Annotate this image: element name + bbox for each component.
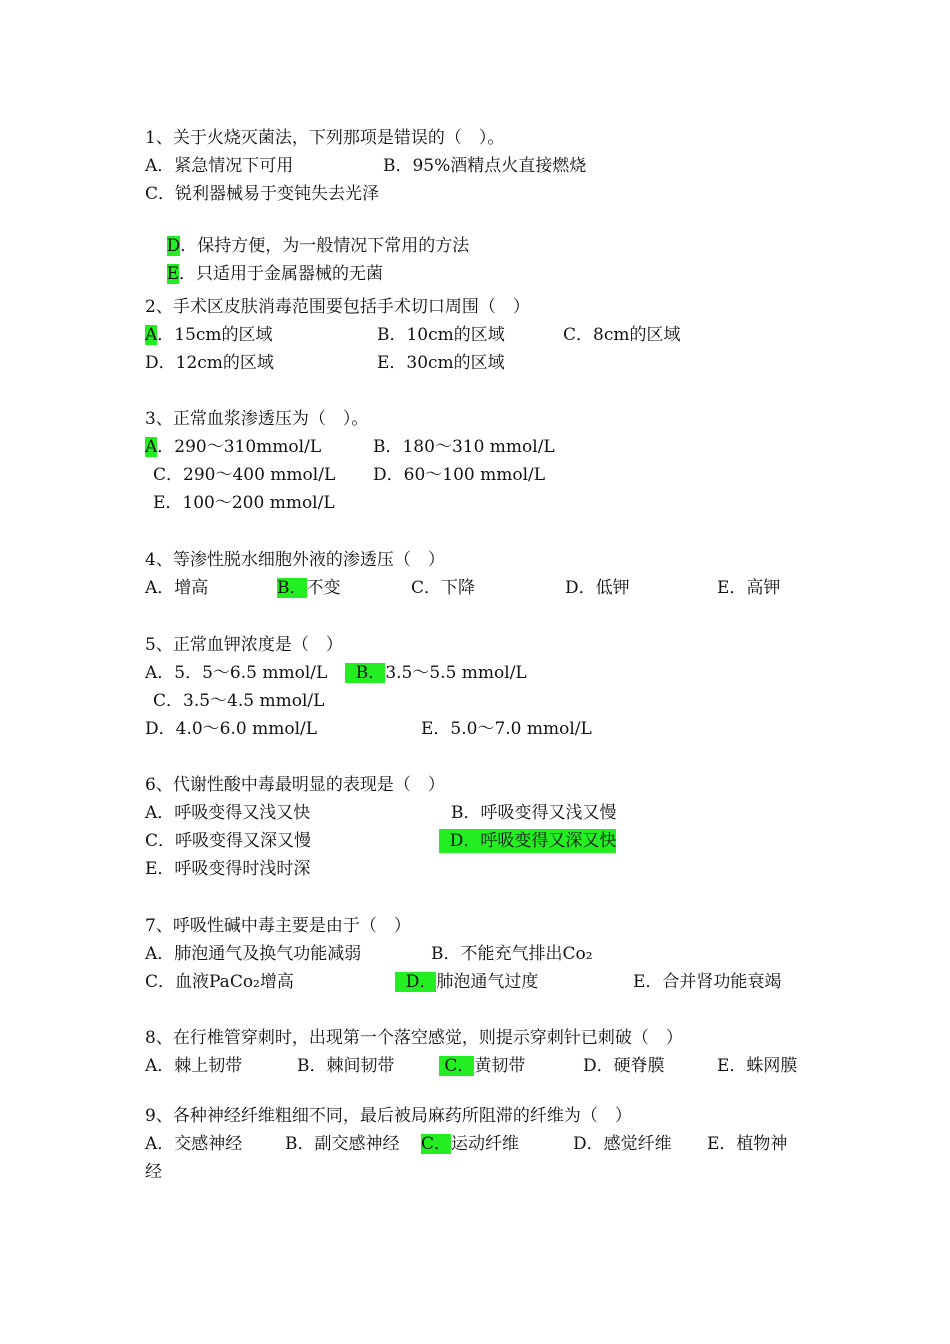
answer-highlight: D． [395,972,437,992]
q5-option-e: E．5.0～7.0 mmol/L [421,719,592,739]
question-3-options-row-1 [145,435,555,459]
q8-option-b: B．棘间韧带 [297,1056,395,1076]
question-9-options-row-1 [145,1132,788,1156]
q3-option-a-text: ．290～310mmol/L [157,437,322,457]
q9-option-b: B．副交感神经 [285,1134,400,1154]
question-9-stem: 9、各种神经纤维粗细不同，最后被局麻药所阻滞的纤维为（ ） [145,1106,632,1126]
question-4-stem: 4、等渗性脱水细胞外液的渗透压（ ） [145,550,445,570]
answer-highlight: B． [277,578,307,598]
q7-option-e: E．合并肾功能衰竭 [633,972,782,992]
q4-option-c: C．下降 [411,578,476,598]
q7-option-d [395,970,538,994]
q4-option-b-text: 不变 [306,578,341,598]
question-7-options-row-2 [145,970,782,994]
q5-option-b-text: 3.5～5.5 mmol/L [385,663,527,683]
q7-option-c: C．血液PaCo₂增高 [145,972,294,992]
question-1-stem: 1、关于火烧灭菌法，下列那项是错误的（ ）。 [145,128,505,148]
answer-highlight: C． [421,1134,452,1154]
q8-option-c [439,1054,525,1078]
q3-option-a [145,435,321,459]
q6-option-a: A．呼吸变得又浅又快 [145,803,311,823]
q9-option-c [421,1132,519,1156]
q2-option-c: C．8cm的区域 [563,325,681,345]
q9-option-e-continued: 经 [145,1162,162,1182]
q4-option-a: A．增高 [145,578,209,598]
question-5-options-row-3 [145,717,592,741]
q5-option-d: D．4.0～6.0 mmol/L [145,719,318,739]
q1-option-c: C．锐利器械易于变钝失去光泽 [145,184,380,204]
q1-option-d-text: ．保持方便，为一般情况下常用的方法 [180,236,470,256]
q2-option-a [145,323,273,347]
answer-highlight: A [145,437,158,457]
q7-option-b: B．不能充气排出Co₂ [431,944,593,964]
answer-highlight: C． [439,1056,475,1076]
q8-option-d: D．硬脊膜 [583,1056,665,1076]
question-7-options-row-1 [145,942,593,966]
q8-option-a: A．棘上韧带 [145,1056,243,1076]
q2-option-d: D．12cm的区域 [145,353,274,373]
q6-option-b: B．呼吸变得又浅又慢 [451,803,617,823]
q9-option-c-text: 运动纤维 [451,1134,520,1154]
q7-option-d-text: 肺泡通气过度 [436,972,539,992]
question-5-options-row-1 [145,661,527,685]
question-2-options-row-1 [145,323,681,347]
q4-option-e: E．高钾 [717,578,781,598]
q3-option-c: C．290～400 mmol/L [153,465,336,485]
q4-option-d: D．低钾 [565,578,630,598]
question-4-options-row-1 [145,576,781,600]
answer-highlight: B． [345,663,386,683]
q8-option-e: E．蛛网膜 [717,1056,798,1076]
answer-highlight: E [166,264,180,284]
q6-option-e: E．呼吸变得时浅时深 [145,859,311,879]
question-7-stem: 7、呼吸性碱中毒主要是由于（ ） [145,916,411,936]
answer-highlight: A [145,325,158,345]
question-6-options-row-1 [145,801,617,825]
q6-option-c: C．呼吸变得又深又慢 [145,831,312,851]
question-3-stem: 3、正常血浆渗透压为（ ）。 [145,409,369,429]
q4-option-b [277,576,341,600]
q1-option-e-text: ．只适用于金属器械的无菌 [179,264,384,284]
question-8-stem: 8、在行椎管穿刺时，出现第一个落空感觉，则提示穿刺针已刺破（ ） [145,1028,683,1048]
q8-option-c-text: 黄韧带 [474,1056,526,1076]
q1-option-b: B．95%酒精点火直接燃烧 [383,156,587,176]
q3-option-b: B．180～310 mmol/L [373,437,555,457]
q1-option-d [145,210,470,256]
q9-option-a: A．交感神经 [145,1134,243,1154]
question-3-options-row-2 [153,463,546,487]
question-5-stem: 5、正常血钾浓度是（ ） [145,635,343,655]
q2-option-b: B．10cm的区域 [377,325,505,345]
question-2-options-row-2 [145,351,505,375]
q9-option-e: E．植物神 [707,1134,788,1154]
q5-option-b [345,661,527,685]
q5-option-a: A．5．5～6.5 mmol/L [145,663,328,683]
question-2-stem: 2、手术区皮肤消毒范围要包括手术切口周围（ ） [145,297,530,317]
q2-option-e: E．30cm的区域 [377,353,505,373]
question-6-stem: 6、代谢性酸中毒最明显的表现是（ ） [145,775,445,795]
q5-option-c: C．3.5～4.5 mmol/L [153,691,325,711]
q1-option-e [145,238,384,284]
question-1-options-row-1 [145,154,587,178]
q1-option-a: A．紧急情况下可用 [145,156,294,176]
q6-option-d: D．呼吸变得又深又快 [439,831,617,851]
q2-option-a-text: ．15cm的区域 [157,325,273,345]
answer-highlight: D [166,236,181,256]
q3-option-d: D．60～100 mmol/L [373,465,546,485]
q3-option-e: E．100～200 mmol/L [153,493,335,513]
q7-option-a: A．肺泡通气及换气功能减弱 [145,944,362,964]
q9-option-d: D．感觉纤维 [573,1134,672,1154]
question-8-options-row-1 [145,1054,798,1078]
question-6-options-row-2 [145,829,617,853]
